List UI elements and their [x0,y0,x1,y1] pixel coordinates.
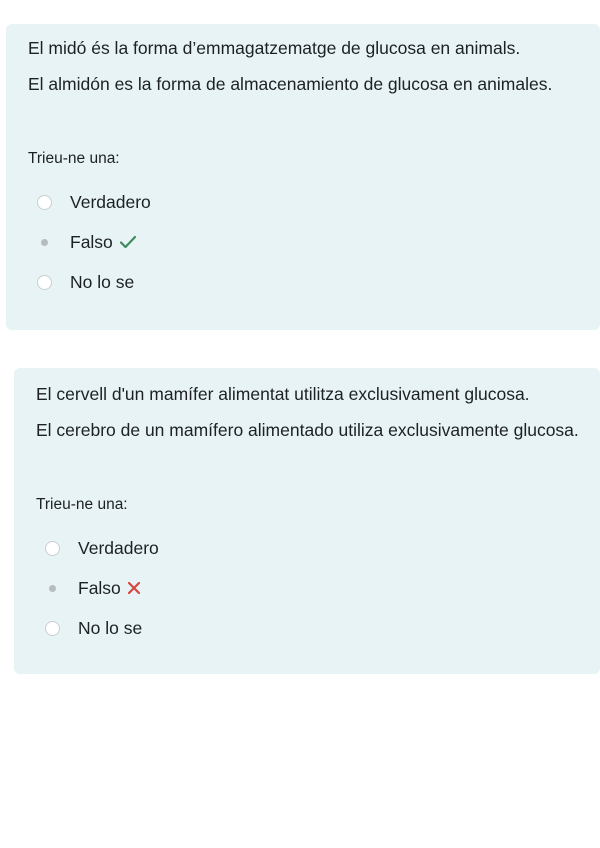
radio-button[interactable] [45,541,60,556]
radio-button-selected[interactable] [37,235,52,250]
radio-button[interactable] [37,275,52,290]
question-text-spanish: El cerebro de un mamífero alimentado utiliza exclusivamente glucosa. [36,420,579,440]
radio-button-selected[interactable] [45,581,60,596]
option-label[interactable]: No lo se [70,271,135,292]
answer-prompt: Trieu-ne una: [28,150,120,167]
question-card-2 [14,368,600,674]
radio-button[interactable] [45,621,60,636]
option-verdadero[interactable] [36,528,600,568]
option-no-lo-se[interactable] [28,262,600,302]
question-text-catalan: El midó és la forma d’emmagatzematge de glucosa en animals. [28,38,521,58]
option-label[interactable]: Falso [78,577,121,598]
cross-icon [127,581,141,595]
answer-prompt: Trieu-ne una: [36,496,128,513]
option-label[interactable]: No lo se [78,617,143,638]
option-label[interactable]: Falso [70,231,113,252]
check-icon [119,234,137,250]
question-text-spanish: El almidón es la forma de almacenamiento de glucosa en animales. [28,74,553,94]
option-falso[interactable] [28,222,600,262]
option-verdadero[interactable] [28,182,600,222]
option-falso[interactable] [36,568,600,608]
option-label[interactable]: Verdadero [70,191,151,212]
question-card-1 [6,24,600,330]
option-label[interactable]: Verdadero [78,537,159,558]
option-no-lo-se[interactable] [36,608,600,648]
radio-button[interactable] [37,195,52,210]
question-text-catalan: El cervell d'un mamífer alimentat utilitza exclusivament glucosa. [36,384,530,404]
